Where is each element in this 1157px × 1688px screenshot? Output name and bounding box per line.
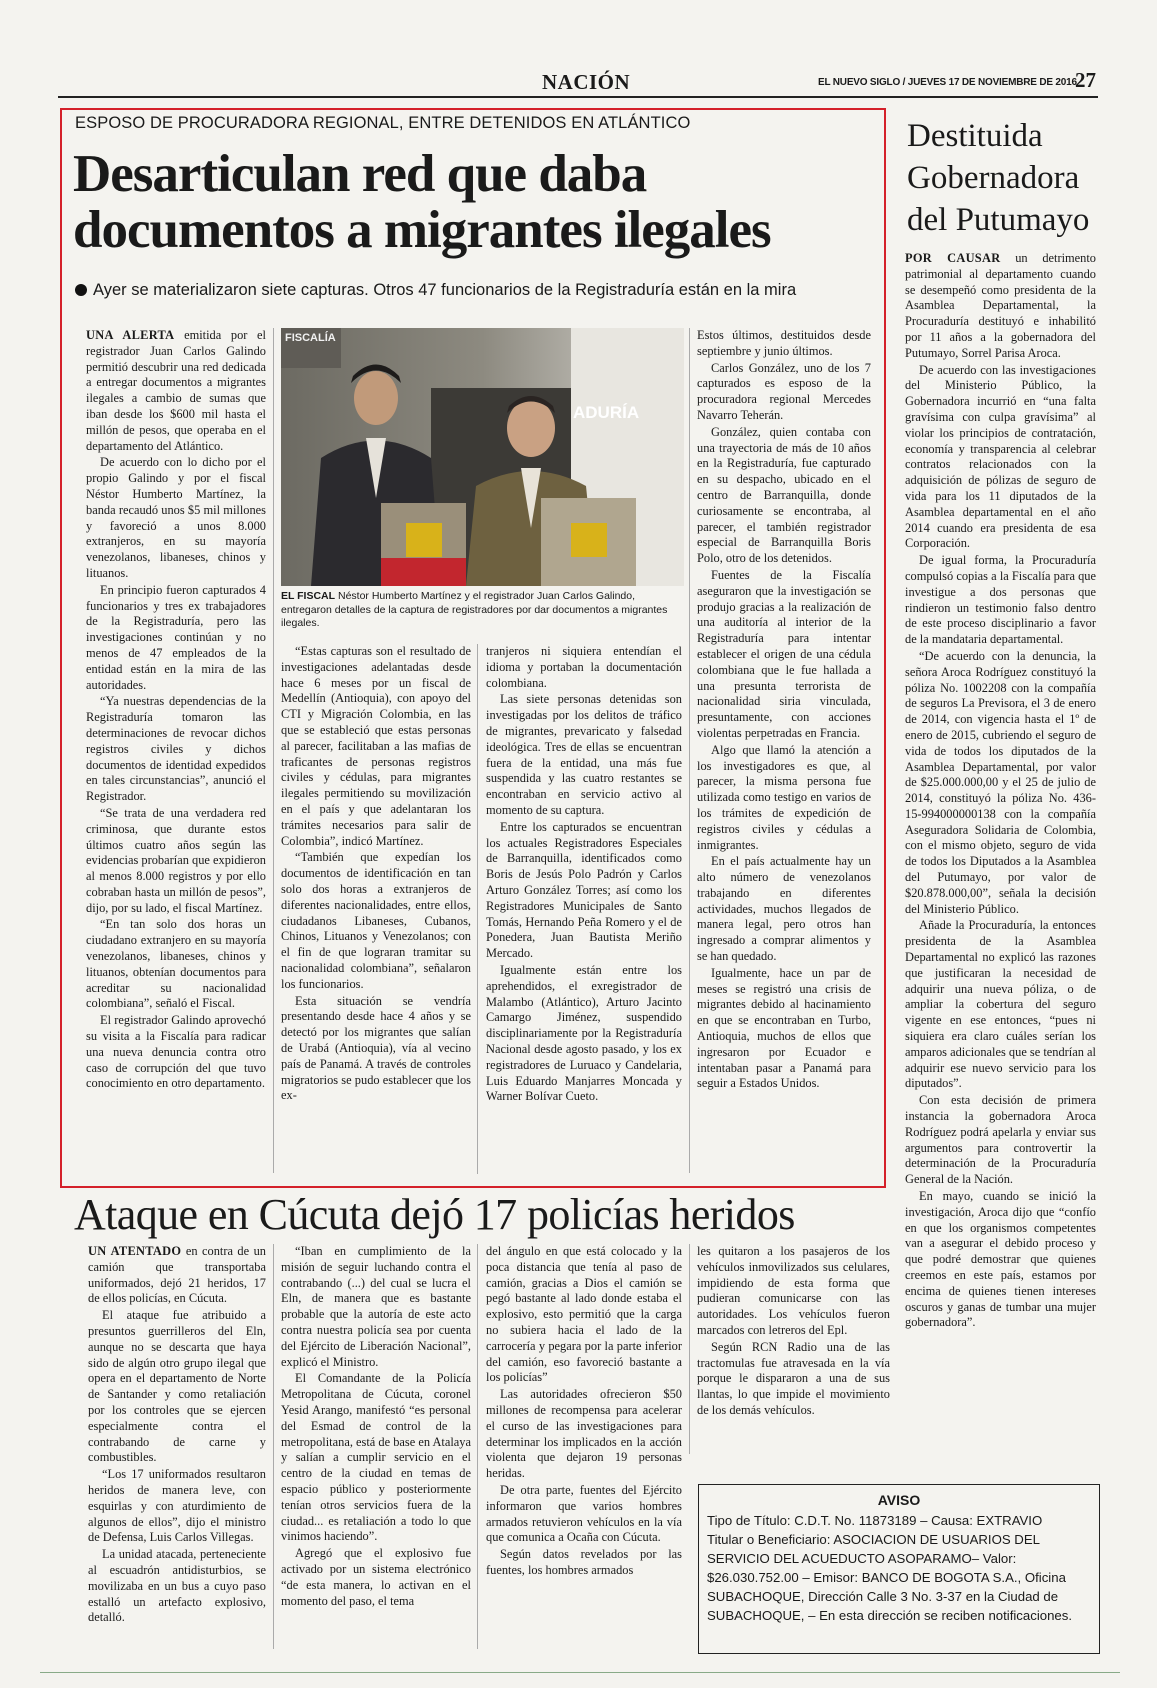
- paragraph: De igual forma, la Procuraduría compulsó copias a la Fiscalía para que investigue a dos personas que rindieron un testimonio falso dentro de este proceso disciplinario a favor de la mandataria departamental.: [905, 553, 1096, 647]
- paragraph: Según RCN Radio una de las tractomulas fue atravesada en la vía porque le dispararon a una de sus llantas, lo que impide el movimiento de los demás vehículos.: [697, 1339, 890, 1417]
- paragraph: Fuentes de la Fiscalía aseguraron que la investigación se produjo gracias a la realización de una auditoría al interior de la Registraduría para intentar establecer el origen de una cédula colombiana que le fue hallada a una presunta terrorista de nacionalidad siria vinculada, presuntamente, con acciones violentas perpetradas en Francia.: [697, 567, 871, 740]
- column-divider: [273, 328, 274, 1173]
- bottom-column-4: [697, 1244, 890, 1456]
- paragraph: del ángulo en que está colocado y la poca distancia que tenía al paso de camión, gracias a Dios el camión se pegó bastante al lado donde estaba el explosivo, esto permitió que la carga no subiera hacia el lado de la carrocería y pegara por la parte inferior del camión, eso favoreció bastante a los policías”: [486, 1244, 682, 1385]
- headline-line-1: Desarticulan red que daba: [73, 145, 647, 203]
- column-divider: [477, 644, 478, 1174]
- article-photo: [281, 328, 684, 586]
- caption-lead: EL FISCAL: [281, 590, 336, 602]
- paragraph: Añade la Procuraduría, la entonces presidenta de la Asamblea Departamental no explicó las razones que justificaran la necesidad de adquirir una nueva póliza, o de ampliar la cobertura del seguro vigente en ese entonces, “pues ni siquiera era claro cuáles serían los amparos adicionales que se tendrían al adquirir ese nuevo servicio para los diputados”.: [905, 918, 1096, 1091]
- paragraph: González, quien contaba con una trayectoria de más de 10 años en la Registraduría, fue capturado en su despacho, ubicado en el centro de Barranquilla, donde curiosamente se encontraba, al parecer, el también registrador especial de Barranquilla Boris Polo, otro de los detenidos.: [697, 424, 871, 566]
- paragraph: “Ya nuestras dependencias de la Registraduría tomaron las determinaciones de revocar dichos registros civiles y dichos documentos de identidad expedidos en tales circunstancias”, anunció el Registrador.: [86, 694, 266, 804]
- paragraph: “Se trata de una verdadera red criminosa, que durante estos últimos cuatro años según las evidencias probarían que expidieron al menos 8.000 registros y por ello cobraban hasta un millón de pesos”, dijo, por su lado, el fiscal Martínez.: [86, 805, 266, 915]
- article-deck: [75, 281, 796, 300]
- notice-title: AVISO: [877, 1492, 921, 1508]
- notice-box: [698, 1484, 1100, 1654]
- main-column-4: [697, 328, 871, 1176]
- paragraph: El registrador Galindo aprovechó su visita a la Fiscalía para radicar una nueva denuncia contra otro caso de corrupción del que tuvo conocimiento en otro departamento.: [86, 1013, 266, 1091]
- deck-text: Ayer se materializaron siete capturas. Otros 47 funcionarios de la Registraduría están en la mira: [93, 281, 797, 299]
- notice-line: Tipo de Título: C.D.T. No. 11873189 – Causa: EXTRAVIO: [707, 1513, 1043, 1528]
- paragraph: De otra parte, fuentes del Ejército informaron que varios hombres armados retuvieron vehículos en la vía que comunica a Ocaña con Cúcuta.: [486, 1482, 682, 1545]
- main-column-3: [486, 644, 682, 1174]
- side-headline-line-2: Gobernadora: [907, 160, 1080, 196]
- photo-sign-left: FISCALÍA: [285, 332, 336, 344]
- notice-line: SUBACHOQUE, – En esta dirección se reciben notificaciones.: [707, 1608, 1073, 1623]
- page-number: 27: [1075, 68, 1096, 92]
- footer-rule: [40, 1672, 1120, 1673]
- paragraph: Las autoridades ofrecieron $50 millones de recompensa para acelerar el curso de las investigaciones para determinar los implicados en la acción violenta que dejaron 19 personas heridas.: [486, 1387, 682, 1481]
- paragraph: “En tan solo dos horas un ciudadano extranjero en su mayoría venezolanos, libaneses, chinos y lituanos, obtenían documentos para acreditar su nacionalidad colombiana”, señaló el Fiscal.: [86, 917, 266, 1011]
- paragraph: El ataque fue atribuido a presuntos guerrilleros del Eln, aunque no se descarta que haya sido de algún otro grupo ilegal que opera en el departamento de Norte de Santander y como retaliación por los controles que se ejercen especialmente contra el contrabando de carne y combustibles.: [88, 1308, 266, 1465]
- notice-line: SUBACHOQUE, Dirección Calle 3 No. 3-37 en la Ciudad de: [707, 1589, 1059, 1604]
- bottom-column-1: [88, 1244, 266, 1652]
- main-column-2: [281, 644, 471, 1174]
- paragraph: De acuerdo con lo dicho por el propio Galindo y por el fiscal Néstor Humberto Martínez, la banda recaudó unos $5 mil millones y favoreció a unos 8.000 extranjeros, en su mayoría venezolanos, libaneses, chinos y lituanos.: [86, 455, 266, 580]
- main-column-1: [86, 328, 266, 1176]
- paragraph: La unidad atacada, perteneciente al escuadrón antidisturbios, se movilizaba en un bus a cuyo paso estalló un artefacto explosivo, detalló.: [88, 1547, 266, 1625]
- bottom-headline: Ataque en Cúcuta dejó 17 policías heridos: [74, 1190, 795, 1239]
- paragraph: Estos últimos, destituidos desde septiembre y junio últimos.: [697, 328, 871, 358]
- photo-caption: [281, 590, 684, 631]
- section-title: NACIÓN: [542, 70, 631, 94]
- side-headline: [907, 115, 1097, 241]
- article-headline: [73, 146, 771, 258]
- paragraph: De acuerdo con las investigaciones del Ministerio Público, la Gobernadora incurrió en “una falta gravísima con culpa gravísima” al violar los principios de contratación, economía y transparencia al celebrar contratos relacionados con la adquisición de pólizas de seguro de vida para los 11 diputados de la Asamblea departamental en el año 2014 cuando era presidenta de esa Corporación.: [905, 362, 1096, 551]
- paragraph: En el país actualmente hay un alto número de venezolanos trabajando en diferentes actividades, muchos llegados de manera legal, pero otros han ingresado a comprar alimentos y se han quedado.: [697, 854, 871, 964]
- bullet-icon: [75, 284, 87, 296]
- paragraph: Esta situación se vendría presentando desde hace 4 años y se detectó por los migrantes que salían de Urabá (Antioquia), vía al vecino país de Panamá. A través de controles migratorios se pudo establecer que los ex-: [281, 993, 471, 1103]
- paragraph: Entre los capturados se encuentran los actuales Registradores Especiales de Barranquilla, identificados como Boris de Jesús Polo Padrón y Carlos Arturo González Torres; así como los Registradores Municipales de Santo Tomás, Hernando Peña Romero y el de Ponedera, Juan Bautista Meriño Mercado.: [486, 819, 682, 961]
- paragraph: “También que expedían los documentos de identificación en tan solo dos horas a extranjeros de diferentes nacionalidades, entre ellos, ciudadanos Libaneses, Cubanos, Chinos, Lituanos y Venezolanos; con el fin de que lograran tramitar su nacionalidad colombiana”, señalaron los funcionarios.: [281, 850, 471, 991]
- paragraph: El Comandante de la Policía Metropolitana de Cúcuta, coronel Yesid Arango, manifestó “es personal del Esmad de control de la metropolitana, está de base en Atalaya y salían a cumplir servicio en el centro de la ciudad en temas de espacio público y posteriormente tenían otros servicios fuera de la ciudad... es retaliación a todo lo que vinimos haciendo”.: [281, 1371, 471, 1544]
- photo-sign-right: ADURÍA: [573, 403, 640, 422]
- paragraph: “De acuerdo con la denuncia, la señora Aroca Rodríguez constituyó la póliza No. 1002208 con la compañía de seguros La Previsora, el 3 de enero de 2014, con vigencia hasta el 1º de enero de 2015, cubriendo el seguro de vida de todos los diputados de la Asamblea Departamental, por valor de $25.000.000,00 y el 25 de julio de 2014, constituyó la póliza No. 436-15-994000000138 con la compañía Aseguradora Solidaria de Colombia, con el mismo objeto, seguro de vida de todos los Diputados a la Asamblea del Putumayo, por valor de $20.878.000,00”, señala la decisión del Ministerio Público.: [905, 648, 1096, 916]
- paragraph: les quitaron a los pasajeros de los vehículos inmovilizados sus celulares, impidiendo de esta forma que pudieran comunicarse con las autoridades. Los vehículos fueron marcados con letreros del Epl.: [697, 1244, 890, 1337]
- paragraph: Algo que llamó la atención a los investigadores es que, al parecer, la misma persona fue utilizada como testigo en varios de los trámites de expedición de registros civiles y cédulas a inmigrantes.: [697, 742, 871, 852]
- paragraph: “Estas capturas son el resultado de investigaciones adelantadas desde hace 6 meses por un fiscal de Medellín (Antioquia), con apoyo del CTI y Migración Colombia, en las que se estableció que estas personas al parecer, facilitaban a las mafias de traficantes de personas registros civiles y cédulas, para migrantes ilegales permitiendo su movilización en el país y que adelantaran los trámites necesarios para salir de Colombia”, indicó Martínez.: [281, 644, 471, 848]
- paragraph: Con esta decisión de primera instancia la gobernadora Aroca Rodríguez podrá apelarla y enviar sus argumentos para controvertir la determinación de la Procuraduría General de la Nación.: [905, 1093, 1096, 1187]
- column-divider: [477, 1244, 478, 1649]
- paragraph: UNA ALERTA emitida por el registrador Juan Carlos Galindo permitió descubrir una red dedicada a entregar documentos a migrantes ilegales a cambio de sumas que iban desde los $600 mil hasta el millón de pesos, que operaba en el departamento del Atlántico.: [86, 328, 266, 453]
- paragraph: En mayo, cuando se inició la investigación, Aroca dijo que “confío en que los organismos competentes van a asegurar el debido proceso y que podré demostrar que quienes creemos en este país, estamos por encima de quienes tienen intereses oscuros y ganas de tumbar una mujer gobernadora”.: [905, 1189, 1096, 1330]
- paragraph: Carlos González, uno de los 7 capturados es esposo de la procuradora regional Mercedes Navarro Teherán.: [697, 360, 871, 422]
- headline-line-2: documentos a migrantes ilegales: [73, 201, 771, 259]
- bottom-column-3: [486, 1244, 682, 1652]
- paragraph: Las siete personas detenidas son investigadas por los delitos de tráfico de migrantes, prevaricato y falsedad ideológica. Tres de ellas se encuentran fuera de la entidad, una más fue suspendida y las cuatro restantes se encontraban en servicio activo al momento de su captura.: [486, 692, 682, 817]
- notice-line: SERVICIO DEL ACUEDUCTO ASOPARAMO– Valor:: [707, 1551, 1017, 1566]
- side-headline-line-3: del Putumayo: [907, 202, 1090, 238]
- article-kicker: ESPOSO DE PROCURADORA REGIONAL, ENTRE DETENIDOS EN ATLÁNTICO: [75, 114, 691, 132]
- paragraph: Igualmente están entre los aprehendidos, el exregistrador de Malambo (Atlántico), Arturo Jacinto Camargo Jiménez, suspendido disciplinariamente por la Registraduría Nacional desde agosto pasado, y los ex registradores de Luruaco y Candelaria, Luis Eduardo Manjarres Moncada y Warner Bolívar Cueto.: [486, 962, 682, 1104]
- photo-illustration: [281, 328, 684, 586]
- notice-line: $26.030.752.00 – Emisor: BANCO DE BOGOTA S.A., Oficina: [707, 1570, 1066, 1585]
- paragraph: Según datos revelados por las fuentes, los hombres armados: [486, 1547, 682, 1577]
- notice-line: Titular o Beneficiario: ASOCIACION DE USUARIOS DEL: [707, 1532, 1040, 1547]
- paragraph: “Los 17 uniformados resultaron heridos de manera leve, con esquirlas y con aturdimiento de algunos de ellos”, dijo el ministro de Defensa, Luis Carlos Villegas.: [88, 1467, 266, 1545]
- paper-date: EL NUEVO SIGLO / JUEVES 17 DE NOVIEMBRE DE 2016: [818, 77, 1077, 88]
- caption-text: Néstor Humberto Martínez y el registrador Juan Carlos Galindo, entregaron detalles de la captura de registradores por dar documentos a migrantes ilegales.: [281, 590, 668, 629]
- side-headline-line-1: Destituida: [907, 118, 1043, 154]
- paragraph: Agregó que el explosivo fue activado por un sistema electrónico “de esta manera, lo activan en el momento del paso, el tema: [281, 1546, 471, 1608]
- paragraph: Igualmente, hace un par de meses se registró una crisis de migrantes debido al hacinamiento en que se encontraban en Turbo, Antioquia, muchos de ellos que ingresaron por Ecuador e intentaban pasar a Panamá para seguir a Estados Unidos.: [697, 965, 871, 1091]
- paragraph: En principio fueron capturados 4 funcionarios y tres ex trabajadores de la Registraduría, pero las investigaciones continúan y no menos de 47 empleados de la entidad están en la mira de las autoridades.: [86, 582, 266, 692]
- column-divider: [689, 1244, 690, 1454]
- column-divider: [273, 1244, 274, 1649]
- side-column: [905, 251, 1096, 1479]
- paragraph: “Iban en cumplimiento de la misión de seguir luchando contra el contrabando (...) del cual se lucra el Eln, de manera que es bastante probable que la autoría de este acto contra nuestra policía sea por cuenta del Ejército de Liberación Nacional”, explicó el Ministro.: [281, 1244, 471, 1369]
- header-rule: [58, 96, 1098, 98]
- bottom-column-2: [281, 1244, 471, 1652]
- paragraph: tranjeros ni siquiera entendían el idioma y portaban la documentación colombiana.: [486, 644, 682, 690]
- paragraph: POR CAUSAR un detrimento patrimonial al departamento cuando se desempeñó como presidenta de la Asamblea Departamental, la Procuraduría destituyó e inhabilitó por 11 años a la gobernadora del Putumayo, Sorrel Parisa Aroca.: [905, 251, 1096, 360]
- paragraph: UN ATENTADO en contra de un camión que transportaba uniformados, dejó 21 heridos, 17 de ellos policías, en Cúcuta.: [88, 1244, 266, 1306]
- column-divider: [689, 328, 690, 1173]
